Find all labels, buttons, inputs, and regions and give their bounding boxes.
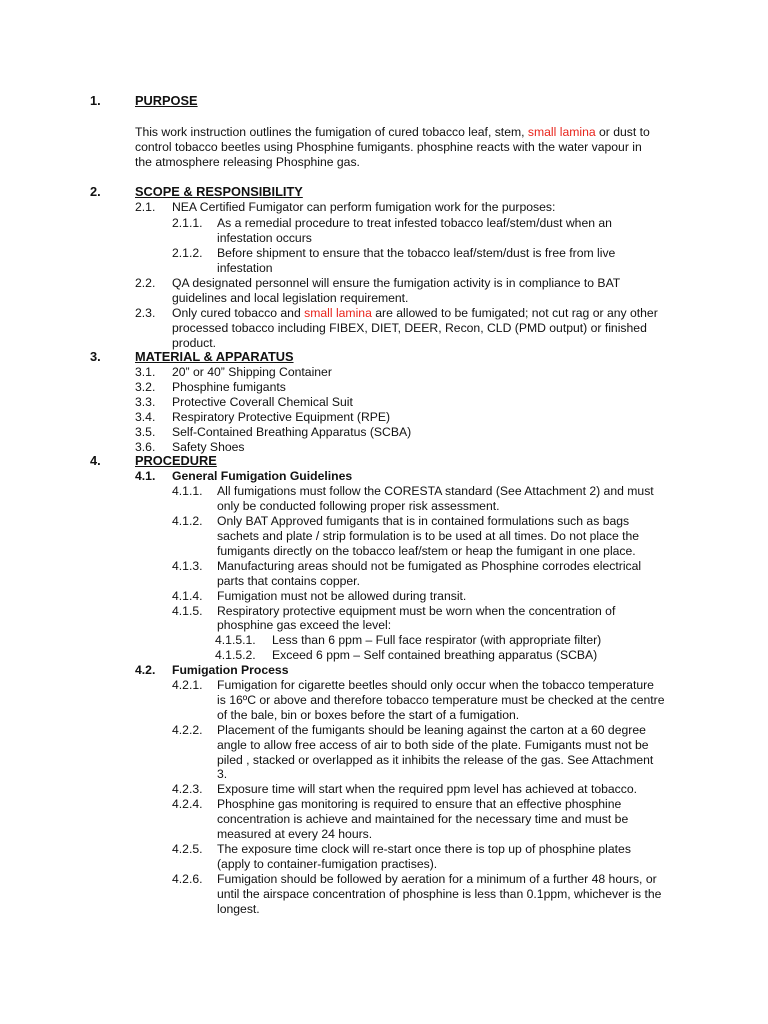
item-text: processed tobacco including FIBEX, DIET, DEER, Recon, CLD (PMD output) or finished bbox=[172, 321, 647, 335]
item-text: Manufacturing areas should not be fumigated as Phosphine corrodes electrical bbox=[217, 559, 642, 573]
item-number: 3.2. bbox=[135, 380, 156, 394]
item-text: is 16ºC or above and therefore tobacco temperature must be checked at the centre bbox=[217, 693, 665, 707]
item-number: 2.1.1. bbox=[172, 216, 203, 230]
item-text: infestation occurs bbox=[217, 231, 312, 245]
item-number: 4.2.1. bbox=[172, 678, 203, 692]
item-number: 2.1. bbox=[135, 200, 156, 214]
item-number: 4.1.3. bbox=[172, 559, 203, 573]
item-number: 3.4. bbox=[135, 410, 156, 424]
item-text: Self-Contained Breathing Apparatus (SCBA) bbox=[172, 425, 412, 439]
item-number: 2.3. bbox=[135, 306, 156, 320]
section-3-number: 3. bbox=[90, 349, 101, 364]
item-text: angle to allow free access of air to both side of the plate. Fumigants must not be bbox=[217, 738, 649, 752]
item-number: 4.1.1. bbox=[172, 484, 203, 498]
item-text: Respiratory Protective Equipment (RPE) bbox=[172, 410, 391, 424]
item-text: Fumigation must not be allowed during transit. bbox=[217, 589, 467, 603]
item-text: guidelines and local legislation requirement. bbox=[172, 291, 409, 305]
item-text: All fumigations must follow the CORESTA standard (See Attachment 2) and must bbox=[217, 484, 654, 498]
item-text: Before shipment to ensure that the tobacco leaf/stem/dust is free from live bbox=[217, 246, 616, 260]
item-number: 4.2.5. bbox=[172, 842, 203, 856]
item-text: Respiratory protective equipment must be worn when the concentration of bbox=[217, 604, 616, 618]
item-text: of the bale, bin or boxes before the start of a fumigation. bbox=[217, 708, 520, 722]
item-number: 2.1.2. bbox=[172, 246, 203, 260]
item-text: fumigants directly on the tobacco leaf/stem or heap the fumigant in one place. bbox=[217, 544, 636, 558]
subsection-title: General Fumigation Guidelines bbox=[172, 469, 353, 483]
item-number: 3.3. bbox=[135, 395, 156, 409]
item-text: parts that contains copper. bbox=[217, 574, 360, 588]
item-text: As a remedial procedure to treat infested tobacco leaf/stem/dust when an bbox=[217, 216, 612, 230]
section-3-title: MATERIAL & APPARATUS bbox=[135, 349, 294, 364]
item-number: 4.2.6. bbox=[172, 872, 203, 886]
item-text: 3. bbox=[217, 767, 228, 781]
item-text: measured at every 24 hours. bbox=[217, 827, 373, 841]
item-number: 4.2.2. bbox=[172, 723, 203, 737]
subsection-title: Fumigation Process bbox=[172, 663, 289, 677]
item-text: Exposure time will start when the required ppm level has achieved at tobacco. bbox=[217, 782, 638, 796]
item-text: Fumigation for cigarette beetles should only occur when the tobacco temperature bbox=[217, 678, 654, 692]
item-number: 4.2.4. bbox=[172, 797, 203, 811]
item-text: Only BAT Approved fumigants that is in contained formulations such as bags bbox=[217, 514, 630, 528]
item-number: 3.6. bbox=[135, 440, 156, 454]
purpose-line-2: control tobacco beetles using Phosphine fumigants. phosphine reacts with the water vapour in bbox=[135, 140, 642, 154]
section-4-title: PROCEDURE bbox=[135, 453, 217, 468]
item-number: 4.1.5.1. bbox=[215, 633, 256, 647]
item-number: 4.1.5. bbox=[172, 604, 203, 618]
item-text: product. bbox=[172, 336, 217, 350]
highlight-small-lamina: small lamina bbox=[304, 306, 372, 320]
item-text: Only cured tobacco and small lamina are allowed to be fumigated; not cut rag or any other bbox=[172, 306, 658, 320]
item-number: 4.1.2. bbox=[172, 514, 203, 528]
subsection-number: 4.2. bbox=[135, 663, 156, 677]
purpose-line-1: This work instruction outlines the fumigation of cured tobacco leaf, stem, small lamina or dust to bbox=[135, 125, 650, 139]
item-text: sachets and plate / strip formulation is to be used at all times. Do not place the bbox=[217, 529, 640, 543]
item-text: only be conducted following proper risk assessment. bbox=[217, 499, 500, 513]
item-text: Fumigation should be followed by aeration for a minimum of a further 48 hours, or bbox=[217, 872, 657, 886]
section-2-title: SCOPE & RESPONSIBILITY bbox=[135, 184, 303, 199]
item-text: Phosphine gas monitoring is required to ensure that an effective phosphine bbox=[217, 797, 622, 811]
item-text: concentration is achieve and maintained for the necessary time and must be bbox=[217, 812, 629, 826]
item-text: Less than 6 ppm – Full face respirator (with appropriate filter) bbox=[272, 633, 602, 647]
item-number: 4.2.3. bbox=[172, 782, 203, 796]
item-text: until the airspace concentration of phosphine is less than 0.1ppm, whichever is the bbox=[217, 887, 662, 901]
item-text: Exceed 6 ppm – Self contained breathing apparatus (SCBA) bbox=[272, 648, 598, 662]
section-1-title: PURPOSE bbox=[135, 93, 198, 108]
item-text: 20” or 40” Shipping Container bbox=[172, 365, 332, 379]
highlight-small-lamina: small lamina bbox=[527, 125, 596, 139]
item-text: longest. bbox=[217, 902, 260, 916]
item-text: Protective Coverall Chemical Suit bbox=[172, 395, 353, 409]
item-text: Placement of the fumigants should be leaning against the carton at a 60 degree bbox=[217, 723, 646, 737]
item-number: 4.1.4. bbox=[172, 589, 203, 603]
item-text: The exposure time clock will re-start once there is top up of phosphine plates bbox=[217, 842, 631, 856]
item-text: infestation bbox=[217, 261, 273, 275]
item-text: NEA Certified Fumigator can perform fumigation work for the purposes: bbox=[172, 200, 556, 214]
item-text: (apply to container-fumigation practises). bbox=[217, 857, 438, 871]
item-text: QA designated personnel will ensure the fumigation activity is in compliance to BAT bbox=[172, 276, 621, 290]
subsection-number: 4.1. bbox=[135, 469, 156, 483]
item-text: piled , stacked or overlapped as it inhibits the release of the gas. See Attachment bbox=[217, 753, 654, 767]
item-number: 3.1. bbox=[135, 365, 156, 379]
item-text: Safety Shoes bbox=[172, 440, 245, 454]
purpose-line-3: the atmosphere releasing Phosphine gas. bbox=[135, 155, 360, 169]
item-number: 4.1.5.2. bbox=[215, 648, 256, 662]
item-text: phosphine gas exceed the level: bbox=[217, 618, 392, 632]
section-4-number: 4. bbox=[90, 453, 101, 468]
section-2-number: 2. bbox=[90, 184, 101, 199]
item-text: Phosphine fumigants bbox=[172, 380, 286, 394]
section-1-number: 1. bbox=[90, 93, 101, 108]
item-number: 3.5. bbox=[135, 425, 156, 439]
item-number: 2.2. bbox=[135, 276, 156, 290]
